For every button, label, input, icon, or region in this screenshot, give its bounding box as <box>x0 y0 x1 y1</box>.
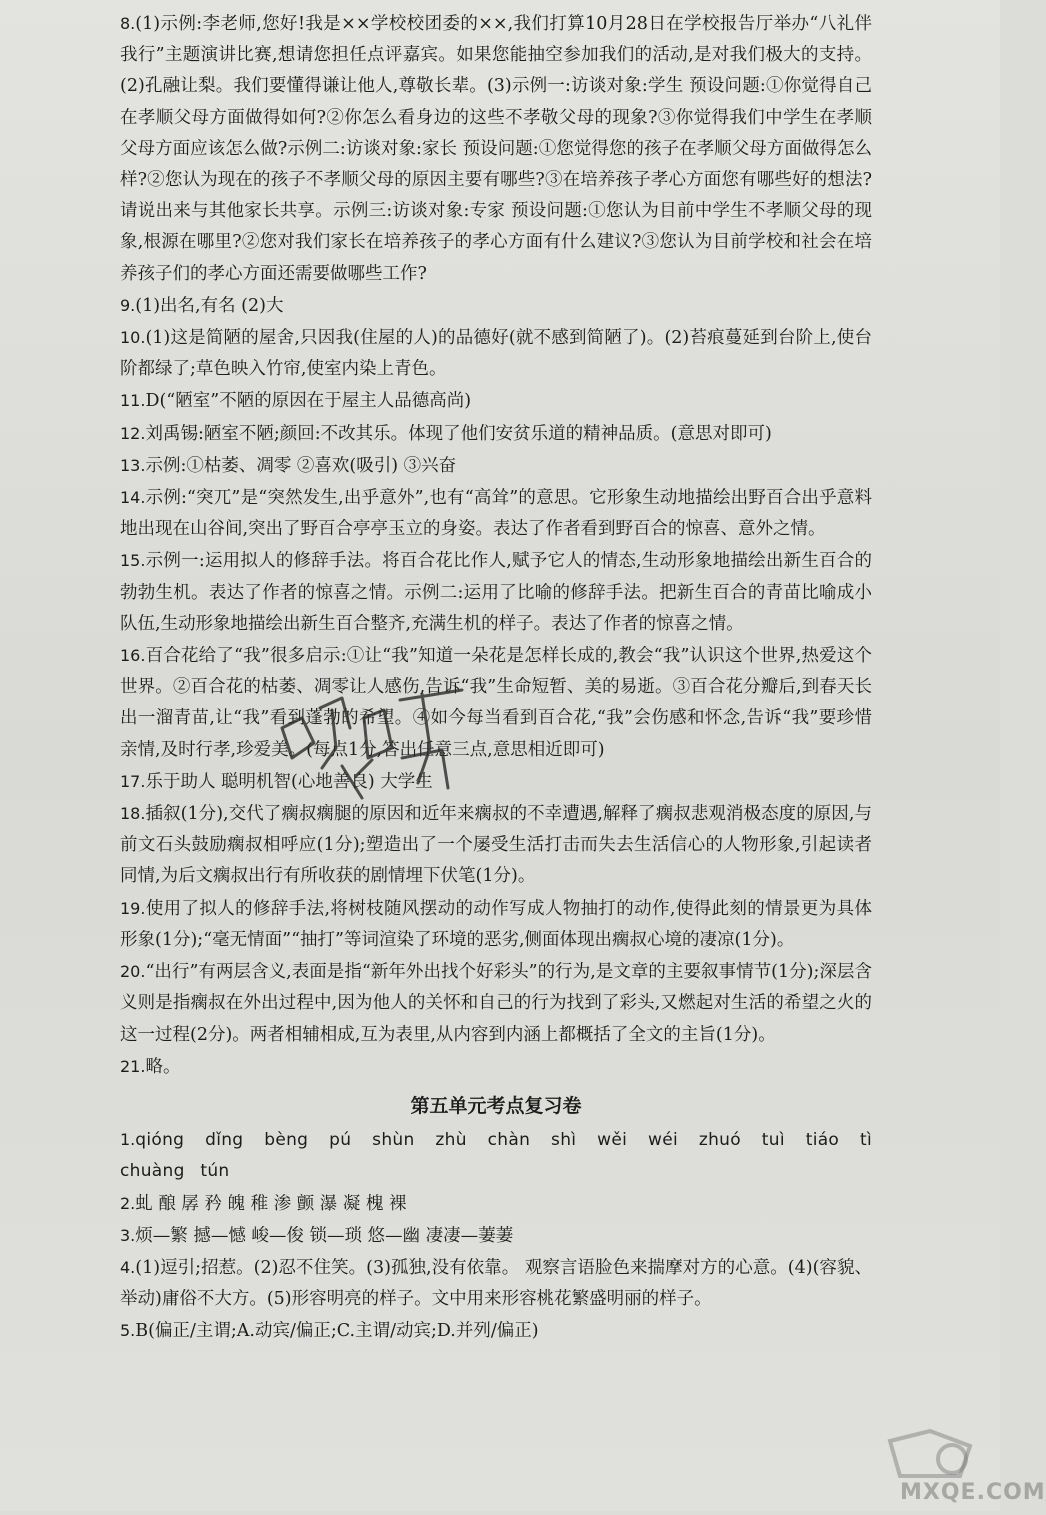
item-number: 9. <box>120 295 136 315</box>
item-text: “出行”有两层含义,表面是指“新年外出找个好彩头”的行为,是文章的主要叙事情节(1分);深层含义则是指瘸叔在外出过程中,因为他人的关怀和自己的行为找到了彩头,又燃起对生活的希望之火的这一过程(2分)。两者相辅相成,互为表里,从内容到内涵上都概括了全文的主旨(1分)。 <box>120 962 872 1045</box>
section-item-4 <box>120 1252 872 1315</box>
answer-item-11 <box>120 385 872 417</box>
item-number: 20. <box>120 962 146 982</box>
item-number: 18. <box>120 804 146 824</box>
pinyin-answer: qióng dǐng bèng pú shùn zhù chàn shì wěi wéi zhuó tuì tiáo tì chuàng tún <box>120 1130 872 1182</box>
item-text: 使用了拟人的修辞手法,将树枝随风摆动的动作写成人物抽打的动作,使得此刻的情景更为具体形象(1分);“毫无情面”“抽打”等词渲染了环境的恶劣,侧面体现出瘸叔心境的凄凉(1分)。 <box>120 898 872 950</box>
item-text: 百合花给了“我”很多启示:①让“我”知道一朵花是怎样长成的,教会“我”认识这个世界,热爱这个世界。②百合花的枯萎、凋零让人感伤,告诉“我”生命短暂、美的易逝。③百合花分瓣后,到春天长出一溜青苗,让“我”看到蓬勃的希望。④如今每当看到百合花,“我”会伤感和怀念,告诉“我”要珍惜亲情,及时行孝,珍爱美。(每点1分,答出任意三点,意思相近即可) <box>120 646 872 760</box>
answer-item-21 <box>120 1051 872 1083</box>
item-text: 刘禹锡:陋室不陋;颜回:不改其乐。体现了他们安贫乐道的精神品质。(意思对即可) <box>145 423 772 444</box>
answer-item-16 <box>120 640 872 766</box>
answer-item-8 <box>120 8 872 290</box>
item-number: 13. <box>120 455 146 475</box>
item-text: (1)示例:李老师,您好!我是××学校校团委的××,我们打算10月28日在学校报告厅举办“八礼伴我行”主题演讲比赛,想请您担任点评嘉宾。如果您能抽空参加我们的活动,是对我们极大的支持。(2)孔融让梨。我们要懂得谦让他人,尊敬长辈。(3)示例一:访谈对象:学生 预设问题:①你觉得自己在孝顺父母方面做得如何?②你怎么看身边的这些不孝敬父母的现象?③你觉得我们中学生在孝顺父母方面应该怎么做?示例二:访谈对象:家长 预设问题:①您觉得您的孩子在孝顺父母方面做得怎么样?②您认为现在的孩子不孝顺父母的原因主要有哪些?③在培养孩子孝心方面您有哪些好的想法?请说出来与其他家长共享。示例三:访谈对象:专家 预设问题:①您认为目前中学生不孝顺父母的现象,根源在哪里?②您对我们家长在培养孩子的孝心方面有什么建议?③您认为目前学校和社会在培养孩子们的孝心方面还需要做哪些工作? <box>120 14 872 284</box>
answer-content <box>120 8 872 1348</box>
item-number: 3. <box>120 1225 136 1245</box>
item-number: 8. <box>120 14 136 33</box>
item-text: (1)这是简陋的屋舍,只因我(住屋的人)的品德好(就不感到简陋了)。(2)苔痕蔓延到台阶上,使台阶都绿了;草色映入竹帘,使室内染上青色。 <box>120 328 872 380</box>
item-number: 12. <box>120 423 146 443</box>
answer-item-20 <box>120 956 872 1051</box>
item-number: 21. <box>120 1056 146 1076</box>
section-item-2 <box>120 1188 872 1220</box>
section-item-1 <box>120 1124 872 1187</box>
item-number: 4. <box>120 1257 136 1277</box>
answer-item-12 <box>120 418 872 450</box>
item-number: 17. <box>120 771 146 791</box>
item-text: 虬 酿 孱 矜 魄 稚 渗 颤 瀑 凝 槐 裸 <box>135 1193 407 1214</box>
watermark-text: MXQE.COM <box>900 1480 1046 1505</box>
item-text: (1)逗引;招惹。(2)忍不住笑。(3)孤独,没有依靠。 观察言语脸色来揣摩对方的心意。(4)(容貌、举动)庸俗不大方。(5)形容明亮的样子。文中用来形容桃花繁盛明丽的样子。 <box>120 1257 872 1310</box>
item-text: 烦—繁 撼—憾 峻—俊 锁—琐 悠—幽 凄凄—萋萋 <box>135 1225 514 1246</box>
item-text: B(偏正/主谓;A.动宾/偏正;C.主谓/动宾;D.并列/偏正) <box>135 1321 539 1342</box>
item-text: 示例:“突兀”是“突然发生,出乎意外”,也有“高耸”的意思。它形象生动地描绘出野百合出乎意料地出现在山谷间,突出了野百合亭亭玉立的身姿。表达了作者看到野百合的惊喜、意外之情。 <box>120 488 872 540</box>
item-number: 15. <box>120 551 146 571</box>
item-text: 略。 <box>145 1056 181 1077</box>
item-number: 19. <box>120 898 146 918</box>
item-number: 16. <box>120 646 146 666</box>
answer-item-17 <box>120 766 872 798</box>
item-number: 5. <box>120 1321 136 1341</box>
item-number: 14. <box>120 488 146 508</box>
item-text: 插叙(1分),交代了瘸叔瘸腿的原因和近年来瘸叔的不幸遭遇,解释了瘸叔悲观消极态度的原因,与前文石头鼓励瘸叔相呼应(1分);塑造出了一个屡受生活打击而失去生活信心的人物形象,引起读者同情,为后文瘸叔出行有所收获的剧情埋下伏笔(1分)。 <box>120 804 872 887</box>
item-text: D(“陋室”不陋的原因在于屋主人品德高尚) <box>145 391 472 412</box>
section-title: 第五单元考点复习卷 <box>410 1094 582 1117</box>
site-watermark <box>860 1421 1046 1511</box>
answer-item-15 <box>120 545 872 640</box>
answer-item-10 <box>120 322 872 385</box>
item-number: 1. <box>120 1130 136 1150</box>
section-item-5 <box>120 1315 872 1347</box>
section-item-3 <box>120 1220 872 1252</box>
item-text: 乐于助人 聪明机智(心地善良) 大学生 <box>145 771 433 792</box>
answer-item-9 <box>120 290 872 322</box>
answer-item-13 <box>120 450 872 482</box>
item-text: (1)出名,有名 (2)大 <box>135 295 284 316</box>
item-number: 10. <box>120 328 146 348</box>
item-number: 2. <box>120 1193 136 1213</box>
answer-item-14 <box>120 482 872 545</box>
watermark-logo-icon <box>860 1421 1000 1511</box>
item-number: 11. <box>120 391 146 411</box>
item-text: 示例:①枯萎、凋零 ②喜欢(吸引) ③兴奋 <box>145 455 457 476</box>
answer-item-19 <box>120 893 872 956</box>
item-text: 示例一:运用拟人的修辞手法。将百合花比作人,赋予它人的情态,生动形象地描绘出新生百合的勃勃生机。表达了作者的惊喜之情。示例二:运用了比喻的修辞手法。把新生百合的青苗比喻成小队伍,生动形象地描绘出新生百合整齐,充满生机的样子。表达了作者的惊喜之情。 <box>120 551 872 634</box>
answer-item-18 <box>120 798 872 893</box>
